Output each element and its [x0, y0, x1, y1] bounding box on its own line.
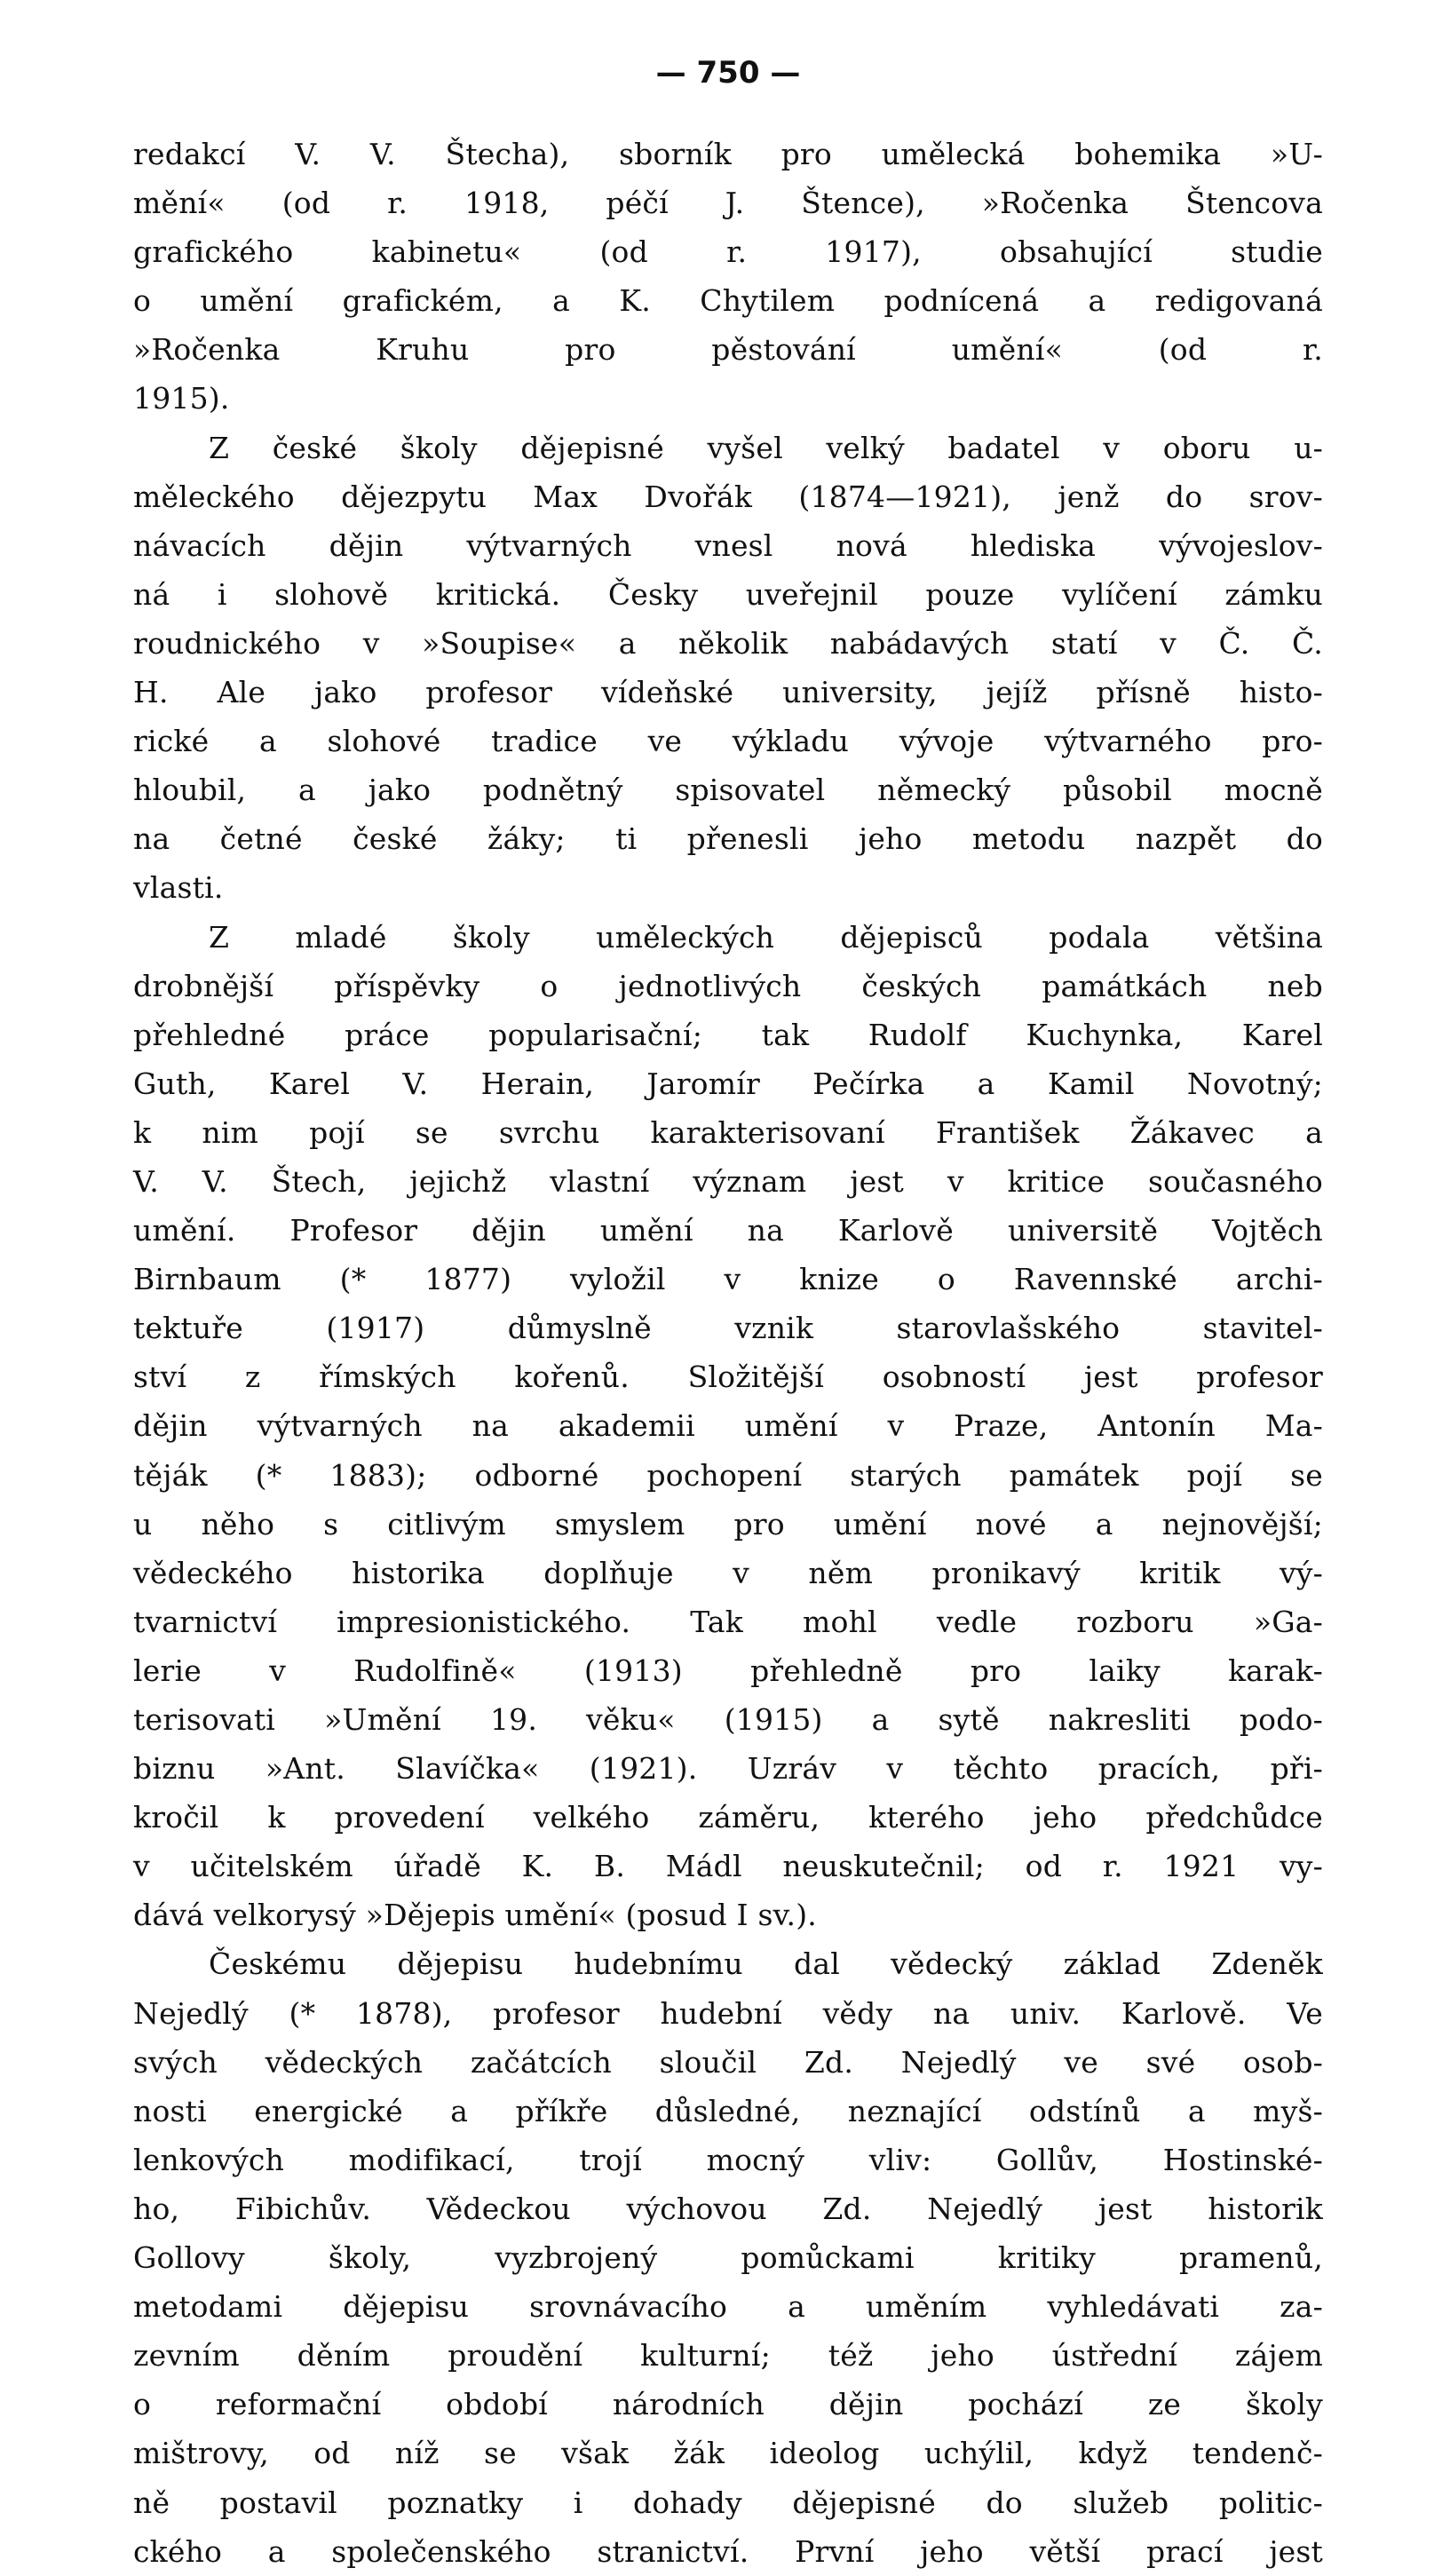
book-page [133, 55, 1323, 2576]
text-line: drobnější příspěvky o jednotlivých českých památkách neb [133, 968, 1323, 1003]
text-line: mištrovy, od níž se však žák ideolog uchýlil, když tendenč- [133, 2436, 1323, 2471]
text-line: mění« (od r. 1918, péčí J. Štence), »Ročenka Štencova [133, 186, 1323, 221]
text-line: k nim pojí se svrchu karakterisovaní František Žákavec a [133, 1114, 1323, 1150]
text-line: u něho s citlivým smyslem pro umění nové a nejnovější; [133, 1506, 1323, 1542]
text-line: tvarnictví impresionistického. Tak mohl vedle rozboru »Ga- [133, 1604, 1323, 1639]
text-line: lenkových modifikací, trojí mocný vliv: Gollův, Hostinské- [133, 2142, 1323, 2177]
text-line: Z mladé školy uměleckých dějepisců podala většina [209, 919, 1323, 955]
text-line: přehledné práce popularisační; tak Rudolf Kuchynka, Karel [133, 1017, 1323, 1052]
text-line: biznu »Ant. Slavíčka« (1921). Uzráv v těchto pracích, při- [133, 1751, 1323, 1787]
text-line: ství z římských kořenů. Složitější osobností jest profesor [133, 1359, 1323, 1395]
text-line: návacích dějin výtvarných vnesl nová hlediska vývojeslov- [133, 527, 1323, 563]
text-line: redakcí V. V. Štecha), sborník pro umělecká bohemika »U- [133, 137, 1323, 171]
text-line: na četné české žáky; ti přenesli jeho metodu nazpět do [133, 821, 1323, 857]
text-line: H. Ale jako profesor vídeňské university, jejíž přísně histo- [133, 675, 1323, 710]
text-line: o reformační období národních dějin pochází ze školy [133, 2387, 1323, 2422]
text-line: »Ročenka Kruhu pro pěstování umění« (od r. [133, 332, 1323, 368]
text-line: ně postavil poznatky i dohady dějepisné do služeb politic- [133, 2485, 1323, 2520]
body-text [133, 130, 1323, 2576]
text-line: metodami dějepisu srovnávacího a uměním vyhledávati za- [133, 2289, 1323, 2325]
text-line: V. V. Štech, jejichž vlastní význam jest v kritice současného [133, 1163, 1323, 1199]
text-line: 1915). [133, 381, 230, 416]
text-line: kročil k provedení velkého záměru, kterého jeho předchůdce [133, 1800, 1323, 1835]
text-line: dějin výtvarných na akademii umění v Praze, Antonín Ma- [133, 1408, 1323, 1444]
text-line: grafického kabinetu« (od r. 1917), obsahující studie [133, 234, 1323, 270]
text-line: Nejedlý (* 1878), profesor hudební vědy na univ. Karlově. Ve [133, 1995, 1323, 2031]
text-line: měleckého dějezpytu Max Dvořák (1874—1921), jenž do srov- [133, 479, 1323, 514]
text-line: těják (* 1883); odborné pochopení starých památek pojí se [133, 1457, 1323, 1493]
text-line: vlasti. [133, 870, 224, 906]
text-line: rické a slohové tradice ve výkladu vývoje výtvarného pro- [133, 724, 1323, 759]
text-line: Gollovy školy, vyzbrojený pomůckami kritiky pramenů, [133, 2240, 1323, 2276]
text-line: dává velkorysý »Dějepis umění« (posud I sv.). [133, 1898, 817, 1933]
text-line: ho, Fibichův. Vědeckou výchovou Zd. Nejedlý jest historik [133, 2191, 1323, 2226]
text-line: umění. Profesor dějin umění na Karlově universitě Vojtěch [133, 1213, 1323, 1248]
text-line: svých vědeckých začátcích sloučil Zd. Nejedlý ve své osob- [133, 2044, 1323, 2080]
text-line: Guth, Karel V. Herain, Jaromír Pečírka a Kamil Novotný; [133, 1066, 1323, 1101]
text-line: vědeckého historika doplňuje v něm pronikavý kritik vý- [133, 1555, 1323, 1590]
text-line: nosti energické a příkře důsledné, neznající odstínů a myš- [133, 2093, 1323, 2128]
text-line: tektuře (1917) důmyslně vznik starovlašského stavitel- [133, 1311, 1323, 1346]
text-line: Birnbaum (* 1877) vyložil v knize o Ravennské archi- [133, 1262, 1323, 1297]
text-line: Českému dějepisu hudebnímu dal vědecký základ Zdeněk [209, 1946, 1323, 1982]
text-line: ná i slohově kritická. Česky uveřejnil pouze vylíčení zámku [133, 576, 1323, 612]
text-line: ckého a společenského stranictví. První jeho větší prací jest [133, 2533, 1323, 2569]
text-line: v učitelském úřadě K. B. Mádl neuskutečnil; od r. 1921 vy- [133, 1849, 1323, 1884]
text-line: lerie v Rudolfině« (1913) přehledně pro laiky karak- [133, 1653, 1323, 1688]
text-line: roudnického v »Soupise« a několik nabádavých statí v Č. Č. [133, 625, 1323, 661]
text-line: hloubil, a jako podnětný spisovatel německý působil mocně [133, 773, 1323, 808]
page-number: — 750 — [655, 55, 801, 91]
text-line: o umění grafickém, a K. Chytilem podnícená a redigovaná [133, 283, 1323, 319]
text-line: Z české školy dějepisné vyšel velký badatel v oboru u- [209, 430, 1323, 465]
text-line: zevním děním proudění kulturní; též jeho ústřední zájem [133, 2338, 1323, 2374]
text-line: terisovati »Umění 19. věku« (1915) a sytě nakresliti podo- [133, 1702, 1323, 1737]
